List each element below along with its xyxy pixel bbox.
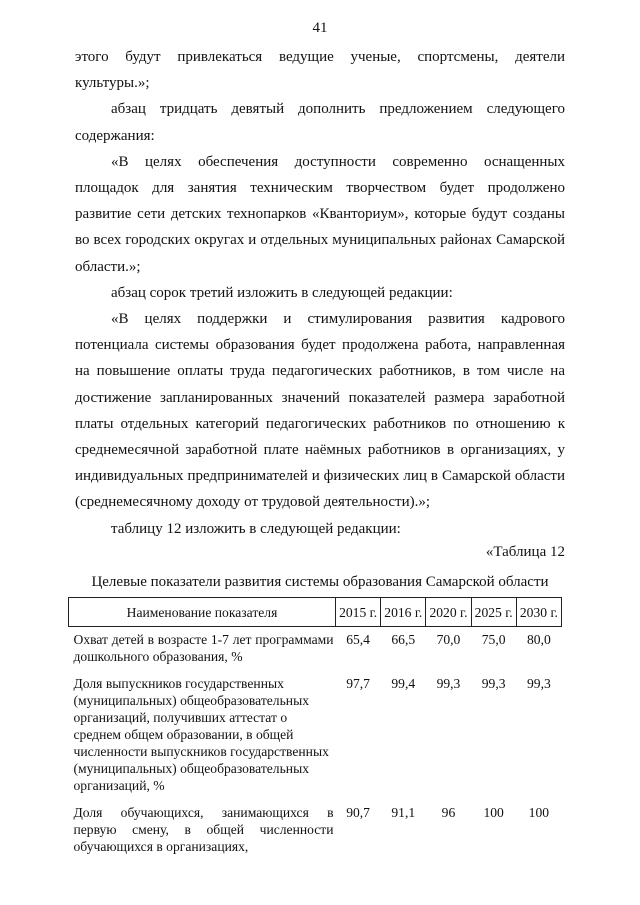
table-cell: 100 — [528, 805, 550, 820]
indicator-name: Охват детей в возрасте 1-7 лет программами дошкольного образования, % — [73, 632, 334, 664]
paragraph: абзац тридцать девятый дополнить предложением следующего содержания: — [75, 101, 565, 144]
table-header-row — [69, 598, 562, 627]
page-number: 41 — [312, 20, 328, 36]
table-cell: 99,3 — [481, 676, 506, 691]
column-header: 2030 г. — [516, 598, 561, 627]
indicator-name: Доля обучающихся, занимающихся в первую смену, в общей численности обучающихся в организациях, — [73, 805, 334, 854]
table-cell: 97,7 — [346, 676, 370, 691]
table-cell: 70,0 — [436, 632, 461, 647]
table-row — [69, 671, 562, 800]
column-header: 2025 г. — [471, 598, 516, 627]
table-cell: 80,0 — [526, 632, 551, 647]
column-header: 2020 г. — [426, 598, 471, 627]
table-label: «Таблица 12 — [485, 544, 565, 560]
table-cell: 75,0 — [481, 632, 506, 647]
table-cell: 65,4 — [346, 632, 370, 647]
paragraph: таблицу 12 изложить в следующей редакции: — [111, 520, 401, 537]
table-cell: 99,3 — [436, 676, 461, 691]
column-header: 2015 г. — [336, 598, 381, 627]
table-caption: Целевые показатели развития системы образования Самарской области — [91, 574, 549, 590]
paragraph: абзац сорок третий изложить в следующей редакции: — [111, 284, 453, 301]
column-header: 2016 г. — [381, 598, 426, 627]
indicators-table — [68, 597, 562, 861]
column-header: Наименование показателя — [69, 598, 336, 627]
table-cell: 90,7 — [346, 805, 370, 820]
table-cell: 91,1 — [391, 805, 416, 820]
table-cell: 99,4 — [391, 676, 416, 691]
paragraph: «В целях обеспечения доступности современно оснащенных площадок для занятия техническим творчеством будет продолжено развитие сети детских технопарков «Кванториум», которые будут созданы во всех городских округах и отдельных муниципальных районах Самарской области.»; — [75, 153, 565, 275]
table-cell: 99,3 — [526, 676, 551, 691]
table-row — [69, 800, 562, 861]
body-text — [75, 44, 565, 542]
indicator-name: Доля выпускников государственных (муниципальных) общеобразовательных организаций, получивших аттестат о среднем общем образовании, в общей численности выпускников государственных (муниципальных) общеобразовательных организаций, % — [73, 676, 329, 793]
table-heading — [75, 540, 565, 594]
table-cell: 66,5 — [391, 632, 416, 647]
table-cell: 96 — [441, 805, 456, 820]
paragraph: этого будут привлекаться ведущие ученые, спортсмены, деятели культуры.»; — [75, 49, 565, 92]
table-row — [69, 627, 562, 672]
table-cell: 100 — [483, 805, 504, 820]
paragraph: «В целях поддержки и стимулирования развития кадрового потенциала системы образования будет продолжена работа, направленная на повышение оплаты труда педагогических работников, в том числе на достижение запланированных значений показателей размера заработной платы отдельных категорий педагогических работников по отношению к среднемесячной заработной плате наёмных работников в организациях, у индивидуальных предпринимателей и физических лиц в Самарской области (среднемесячному доходу от трудовой деятельности).»; — [75, 311, 565, 511]
